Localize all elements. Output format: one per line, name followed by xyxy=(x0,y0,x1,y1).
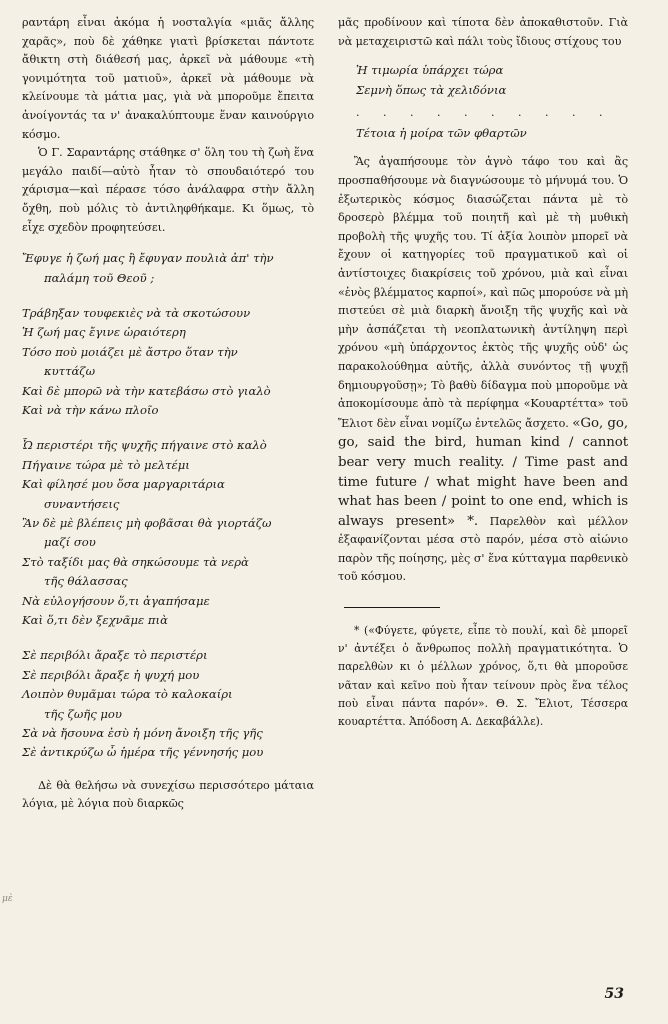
paragraph-sarantaris: Ὁ Γ. Σαραντάρης στάθηκε σ' ὅλη του τὴ ζωὴ ἕνα μεγάλο παιδί—αὐτὸ ἦταν τὸ σπουδαιότερό του χάρισμα—καὶ πέρασε τόσο ἀνάλαφρα στὴν ἄλλη ὄχθη, ποὺ μόλις τὸ ἀντιληφθήκαμε. Κι ὅμως, τὸ εἶχε σχεδὸν προφητεύσει. xyxy=(22,146,314,234)
verse-line: Σὲ περιβόλι ἄραξε τὸ περιστέρι xyxy=(22,648,208,663)
verse-line: Τράβηξαν τουφεκιὲς νὰ τὰ σκοτώσουν xyxy=(22,305,251,320)
greek-text: Ἂς ἀγαπήσουμε τὸν ἁγνὸ τάφο του καὶ ἂς προσπαθήσουμε νὰ διαγνώσουμε τὸ μήνυμά του. Ὁ ἐξωτερικὸς κόσμος διασώζεται πάντα μὲ τὸ δροσερὸ βλέμμα τοῦ ποιητῆ καὶ μὲ τὴ μυθικὴ προβολὴ τῆς ψυχῆς του. Τί ἀξία λοιπὸν μπορεῖ νὰ ἔχουν οἱ κατηγορίες τοῦ πραγματικοῦ καὶ οἱ ἀντίστοιχες διακρίσεις τοῦ χρόνου, μιὰ καὶ εἶναι «ἑνὸς βλέμματος καρποί», καὶ πῶς μπορούσε νὰ μὴ πιστεύει σὲ μιὰ διαρκὴ ἄνοιξη τῆς ψυχῆς καὶ νὰ μὴν ἀσπάζεται τὴ νεοπλατωνικὴ ἀντίληψη περὶ χρόνου «μὴ ὑπάρχοντος ἐκτὸς τῆς ψυχῆς οὐδ' ὡς παρακολούθημα αὐτῆς, ἀλλὰ συνόντος τῇ ψυχῇ δημιουργοῦσῃ»; Τὸ βαθὺ δίδαγμα ποὺ μποροῦμε νὰ ἀποκομίσουμε ἀπὸ τὰ περίφημα «Κουαρτέττα» τοῦ Ἔλιοτ δὲν εἶναι νομίζω ἐντελῶς ἄσχετο. xyxy=(338,155,628,430)
eliot-quote: «Go, go, go, said the bird, human kind / cannot bear very much reality. / Time past and time future / what might have been and what has been / point to one end, which is always present» *. xyxy=(338,415,628,529)
poem-stanza-4 xyxy=(22,646,314,762)
verse-line: παλάμη τοῦ Θεοῦ ; xyxy=(44,270,155,285)
footnote: * («Φύγετε, φύγετε, εἶπε τὸ πουλί, καὶ δὲ μπορεῖ ν' ἀντέξει ὁ ἄνθρωπος πολλὴ πραγματικότητα. Ὁ παρελθὼν κι ὁ μέλλων χρόνος, ὅ,τι θὰ μποροῦσε νᾶταν καὶ κεῖνο ποὺ ἦταν τείνουν πρὸς ἕνα τέλος ποὺ εἶναι πάντα παρόν». Θ. Σ. Ἔλιοτ, Τέσσερα κουαρτέττα. Ἀπόδοση Α. Δεκαβάλλε). xyxy=(338,624,628,729)
verse-line: Ἡ ζωή μας ἔγινε ὡραιότερη xyxy=(22,325,186,340)
verse-line: συναντήσεις xyxy=(44,496,120,511)
verse-line: Καὶ φίλησέ μου ὅσα μαργαριτάρια xyxy=(22,477,225,492)
greek-text: Παρελθὸν καὶ μέλλον ἐξαφανίζονται μέσα στὸ παρόν, μέσα στὸ αἰώνιο παρὸν τῆς ποίησης, μὲς σ' ἕνα κύτταγμα παρθενικὸ τοῦ κόσμου. xyxy=(338,514,628,584)
page-number: 53 xyxy=(604,986,624,1002)
verse-line: μαζί σου xyxy=(44,535,96,550)
verse-line: Ἂν δὲ μὲ βλέπεις μὴ φοβᾶσαι θὰ γιορτάζω xyxy=(22,516,272,530)
verse-line: Σεμνὴ ὅπως τὰ χελιδόνια xyxy=(356,82,507,97)
paragraph-continuation-right: μᾶς προδίνουν καὶ τίποτα δὲν ἀποκαθιστοῦν. Γιὰ νὰ μεταχειριστῶ καὶ πάλι τοὺς ἴδιους στίχους του xyxy=(338,16,628,48)
paragraph-analysis xyxy=(338,153,628,587)
right-column xyxy=(338,14,628,731)
paragraph-continuation: ραντάρη εἶναι ἀκόμα ἡ νοσταλγία «μιᾶς ἄλλης χαρᾶς», ποὺ δὲ χάθηκε γιατὶ βρίσκεται πάντοτε ἄθικτη στὴ διάθεσή μας, ἀρκεῖ νὰ μάθουμε «τὴ γονιμότητα τοῦ ματιοῦ», ἀρκεῖ νὰ μάθουμε νὰ κλείνουμε τὰ μάτια μας, γιὰ νὰ μποροῦμε ἔπειτα ἀνοίγοντάς τα ν' ἀνακαλύπτουμε ἕναν καινούργιο κόσμο. xyxy=(22,16,314,141)
poem-stanza-1 xyxy=(22,249,314,288)
verse-line: Νὰ εὐλογήσουν ὅ,τι ἀγαπήσαμε xyxy=(22,593,210,608)
verse-line: τῆς ζωῆς μου xyxy=(44,706,122,721)
verse-line: Πήγαινε τώρα μὲ τὸ μελτέμι xyxy=(22,457,190,472)
verse-line: Λοιπὸν θυμᾶμαι τώρα τὸ καλοκαίρι xyxy=(22,687,233,702)
ellipsis-dots: . . . . . . . . . . xyxy=(356,106,613,119)
footnote-rule xyxy=(344,607,440,608)
verse-line: Ὦ περιστέρι τῆς ψυχῆς πήγαινε στὸ καλὸ xyxy=(22,438,267,453)
verse-line: Σὲ περιβόλι ἄραξε ἡ ψυχή μου xyxy=(22,667,200,682)
poem-stanza-3 xyxy=(22,436,314,630)
verse-line: Στὸ ταξίδι μας θὰ σηκώσουμε τὰ νερὰ xyxy=(22,554,249,569)
verse-line: Σὰ νὰ ἤσουνα ἐσὺ ἡ μόνη ἄνοιξη τῆς γῆς xyxy=(22,726,263,741)
margin-annotation: μὲ xyxy=(2,894,13,904)
verse-line: Καὶ ὅ,τι δὲν ξεχνᾶμε πιὰ xyxy=(22,613,168,628)
verse-line: Καὶ δὲ μπορῶ νὰ τὴν κατεβάσω στὸ γιαλὸ xyxy=(22,383,271,398)
poem-stanza-2 xyxy=(22,304,314,420)
verse-line: Ἔφυγε ἡ ζωή μας ἢ ἔφυγαν πουλιὰ ἀπ' τὴν xyxy=(22,251,274,266)
verse-line: κυττάζω xyxy=(44,364,96,379)
verse-line: Καὶ νὰ τὴν κάνω πλοῖο xyxy=(22,402,159,417)
verse-line: Σὲ ἀντικρύζω ὦ ἡμέρα τῆς γέννησής μου xyxy=(22,745,264,760)
verse-line: Ἡ τιμωρία ὑπάρχει τώρα xyxy=(356,63,504,78)
verse-line: Τόσο ποὺ μοιάζει μὲ ἄστρο ὅταν τὴν xyxy=(22,344,238,359)
quoted-verse xyxy=(338,61,628,100)
verse-line-last: Τέτοια ἡ μοίρα τῶν φθαρτῶν xyxy=(356,126,527,140)
left-column xyxy=(22,14,314,814)
paragraph-closing: Δὲ θὰ θελήσω νὰ συνεχίσω περισσότερο μάταια λόγια, μὲ λόγια ποὺ διαρκῶς xyxy=(22,778,314,811)
verse-line: τῆς θάλασσας xyxy=(44,574,128,589)
